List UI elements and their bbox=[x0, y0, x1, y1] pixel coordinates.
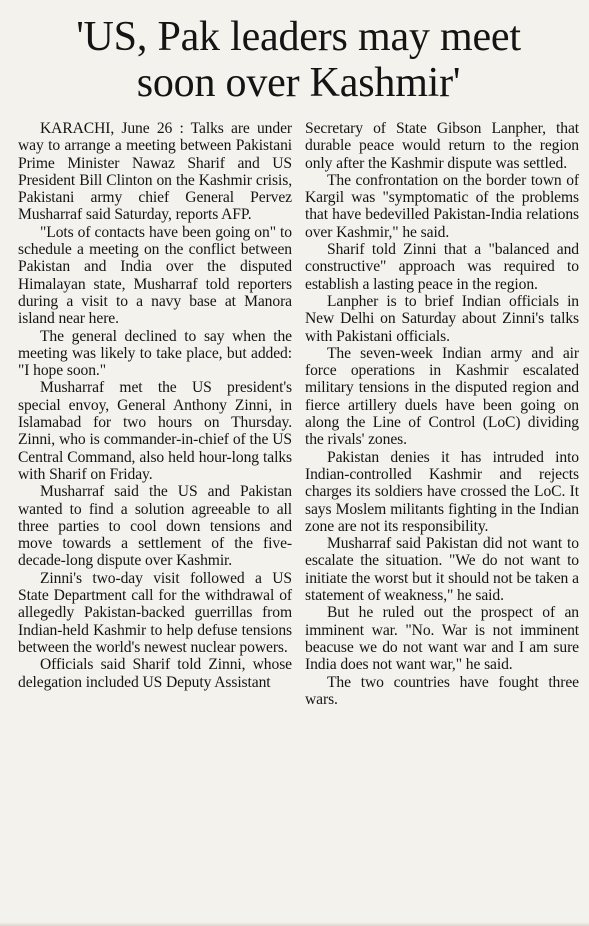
paragraph: Pakistan denies it has intruded into Indian-controlled Kashmir and rejects charges its soldiers have crossed the LoC. It says Moslem militants fighting in the Indian zone are not its responsibility. bbox=[305, 448, 579, 535]
paragraph: The confrontation on the border town of Kargil was "symptomatic of the problems that have bedevilled Pakistan-India relations over Kashmir," he said. bbox=[305, 171, 579, 241]
column-left bbox=[18, 120, 292, 708]
paragraph: Lanpher is to brief Indian officials in New Delhi on Saturday about Zinni's talks with Pakistani officials. bbox=[305, 292, 579, 345]
headline-line-1: 'US, Pak leaders may meet bbox=[76, 14, 521, 60]
paragraph: Musharraf met the US president's special envoy, General Anthony Zinni, in Islamabad for two hours on Thursday. Zinni, who is commander-in-chief of the US Central Command, also held hour-long talks with Sharif on Friday. bbox=[18, 379, 292, 483]
paragraph: KARACHI, June 26 : Talks are under way to arrange a meeting between Pakistani Prime Minister Nawaz Sharif and US President Bill Clinton on the Kashmir crisis, Pakistani army chief General Pervez Musharraf said Saturday, reports AFP. bbox=[18, 120, 292, 224]
paragraph: Sharif told Zinni that a "balanced and constructive" approach was required to establish a lasting peace in the region. bbox=[305, 241, 579, 293]
paragraph: The general declined to say when the meeting was likely to take place, but added: "I hope soon." bbox=[18, 327, 292, 380]
column-right bbox=[305, 120, 579, 708]
paragraph: Secretary of State Gibson Lanpher, that durable peace would return to the region only after the Kashmir dispute was settled. bbox=[305, 120, 579, 172]
paragraph: Musharraf said Pakistan did not want to escalate the situation. "We do not want to initiate the worst but it should not be taken a statement of weakness," he said. bbox=[305, 535, 579, 605]
headline-line-2: soon over Kashmir' bbox=[136, 60, 461, 106]
paragraph: "Lots of contacts have been going on" to schedule a meeting on the conflict between Pakistan and India over the disputed Himalayan state, Musharraf told reporters during a visit to a navy base at Manora island near here. bbox=[18, 223, 292, 328]
paragraph: Officials said Sharif told Zinni, whose delegation included US Deputy Assistant bbox=[18, 656, 292, 691]
headline bbox=[18, 8, 579, 116]
paragraph: Zinni's two-day visit followed a US State Department call for the withdrawal of allegedly Pakistan-backed guerrillas from Indian-held Kashmir to help defuse tensions between the world's newest nuclear powers. bbox=[18, 569, 292, 656]
article-body bbox=[18, 120, 579, 708]
paragraph: But he ruled out the prospect of an imminent war. "No. War is not imminent beacuse we do not want war and I am sure India does not want war," he said. bbox=[305, 604, 579, 674]
paragraph: The two countries have fought three wars. bbox=[305, 673, 579, 708]
paragraph: Musharraf said the US and Pakistan wanted to find a solution agreeable to all three parties to cool down tensions and move towards a settlement of the five-decade-long dispute over Kashmir. bbox=[18, 483, 292, 570]
page-edge bbox=[0, 922, 589, 926]
paragraph: The seven-week Indian army and air force operations in Kashmir escalated military tensions in the disputed region and fierce artillery duels have been going on along the Line of Control (LoC) dividing the rivals' zones. bbox=[305, 344, 579, 449]
